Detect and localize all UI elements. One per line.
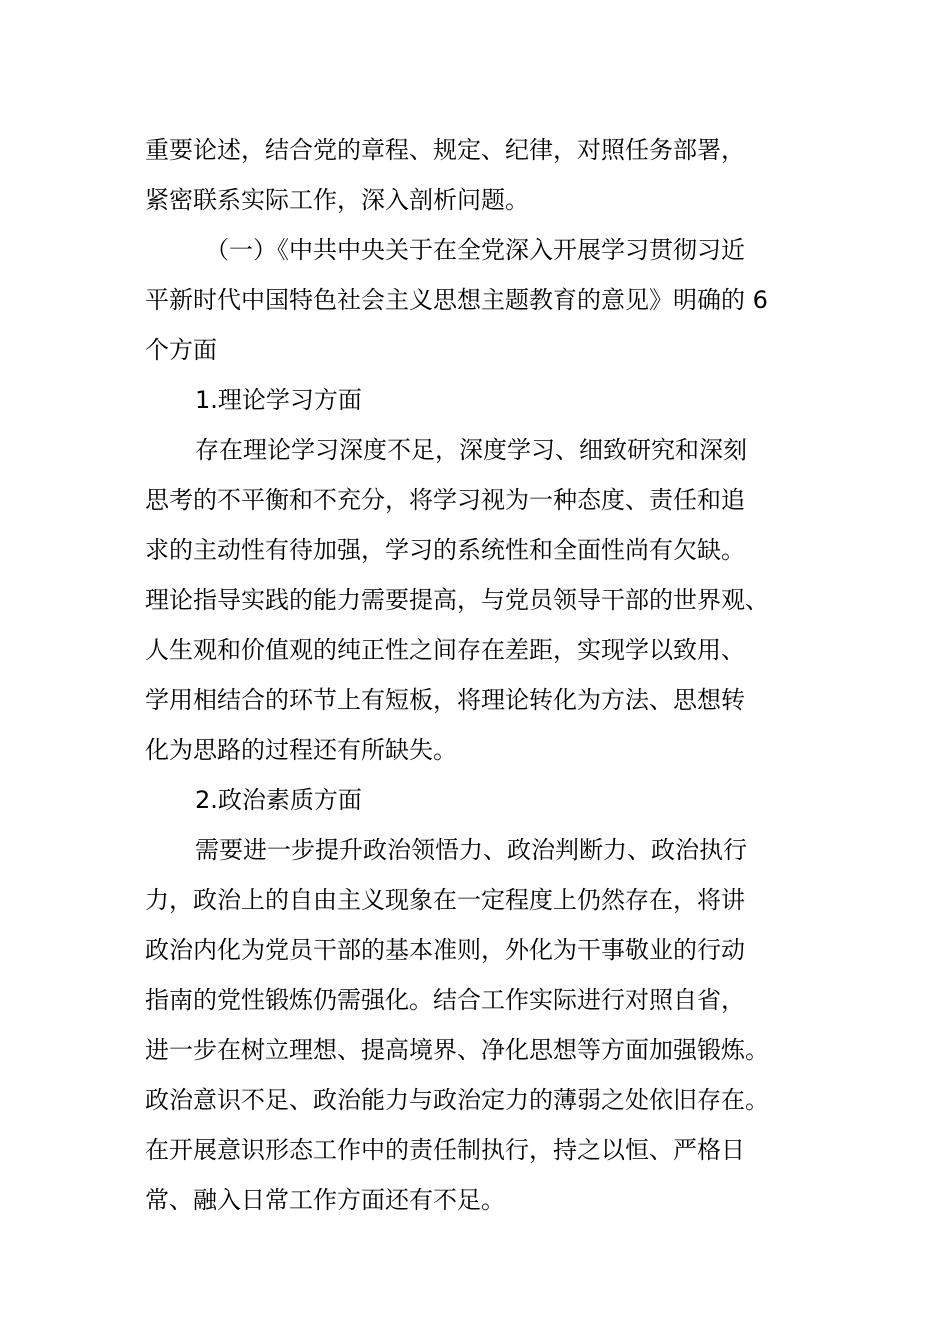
text-line: 进一步在树立理想、提高境界、净化思想等方面加强锻炼。 — [145, 1036, 769, 1064]
subsection-heading: 2.政治素质方面 — [195, 786, 362, 814]
text-line: 重要论述，结合党的章程、规定、纪律，对照任务部署， — [145, 136, 745, 164]
text-line: 思考的不平衡和不充分，将学习视为一种态度、责任和追 — [145, 486, 745, 514]
paragraph-start: 存在理论学习深度不足，深度学习、细致研究和深刻 — [195, 436, 747, 464]
text-line: 人生观和价值观的纯正性之间存在差距，实现学以致用、 — [145, 636, 745, 664]
text-line: 求的主动性有待加强，学习的系统性和全面性尚有欠缺。 — [145, 536, 745, 564]
text-line: 理论指导实践的能力需要提高，与党员领导干部的世界观、 — [145, 586, 769, 614]
text-line: 力，政治上的自由主义现象在一定程度上仍然存在，将讲 — [145, 886, 745, 914]
text-line: 常、融入日常工作方面还有不足。 — [145, 1186, 505, 1214]
document-body — [145, 125, 810, 1225]
text-line: 在开展意识形态工作中的责任制执行，持之以恒、严格日 — [145, 1136, 745, 1164]
text-line: 政治意识不足、政治能力与政治定力的薄弱之处依旧存在。 — [145, 1086, 769, 1114]
section-heading-continued: 平新时代中国特色社会主义思想主题教育的意见》明确的 6 — [145, 286, 768, 314]
text-line: 紧密联系实际工作，深入剖析问题。 — [145, 186, 529, 214]
section-heading-continued: 个方面 — [145, 336, 217, 364]
subsection-heading: 1.理论学习方面 — [195, 386, 362, 414]
paragraph-start: 需要进一步提升政治领悟力、政治判断力、政治执行 — [195, 836, 747, 864]
text-line: 政治内化为党员干部的基本准则，外化为干事敬业的行动 — [145, 936, 745, 964]
text-line: 学用相结合的环节上有短板，将理论转化为方法、思想转 — [145, 686, 745, 714]
text-line: 指南的党性锻炼仍需强化。结合工作实际进行对照自省， — [145, 986, 745, 1014]
section-heading: （一）《中共中央关于在全党深入开展学习贯彻习近 — [205, 236, 745, 264]
text-line: 化为思路的过程还有所缺失。 — [145, 736, 457, 764]
